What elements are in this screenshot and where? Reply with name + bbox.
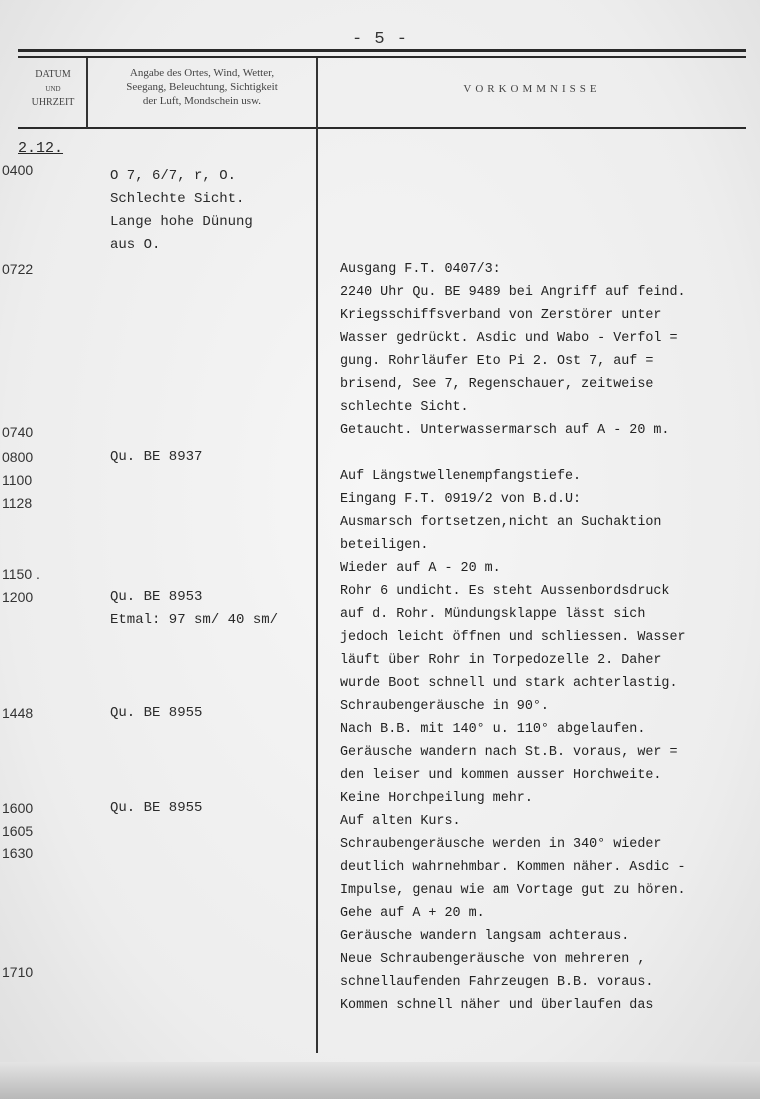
event-line <box>340 442 758 465</box>
log-time: 1600 <box>2 800 34 816</box>
page-bottom-shadow <box>0 1062 760 1099</box>
event-line: Geräusche wandern langsam achteraus. <box>340 929 630 944</box>
column-header-datum: DATUM und UHRZEIT <box>31 69 75 108</box>
event-line: jedoch leicht öffnen und schliessen. Wasser <box>340 630 686 645</box>
event-line: Auf alten Kurs. <box>340 814 461 829</box>
log-time: 0740 <box>2 424 34 440</box>
location-entry <box>110 797 310 820</box>
event-line: Kommen schnell näher und überlaufen das <box>340 998 654 1013</box>
event-line: Nach B.B. mit 140° u. 110° abgelaufen. <box>340 722 646 737</box>
location-line: Etmal: 97 sm/ 40 sm/ <box>110 612 279 628</box>
log-time: 1605 <box>2 823 34 839</box>
event-line: wurde Boot schnell und stark achterlastig. <box>340 676 678 691</box>
event-line: Gehe auf A + 20 m. <box>340 906 485 921</box>
log-time: 1100 <box>2 472 33 488</box>
location-line: aus O. <box>110 237 161 253</box>
location-line: Lange hohe Dünung <box>110 214 253 230</box>
event-line: Impulse, genau wie am Vortage gut zu hören. <box>340 883 686 898</box>
location-entry <box>110 702 310 725</box>
event-line: den leiser und kommen ausser Horchweite. <box>340 768 662 783</box>
event-line: Schraubengeräusche in 90°. <box>340 699 549 714</box>
event-line: schlechte Sicht. <box>340 400 469 415</box>
top-rule <box>18 49 746 52</box>
event-line: deutlich wahrnehmbar. Kommen näher. Asdic - <box>340 860 686 875</box>
location-line: Qu. BE 8955 <box>110 705 203 721</box>
location-line: Qu. BE 8937 <box>110 449 203 465</box>
location-entry <box>110 446 310 469</box>
log-time: 1710 <box>2 964 34 980</box>
event-line: brisend, See 7, Regenschauer, zeitweise <box>340 377 654 392</box>
event-line: Wasser gedrückt. Asdic und Wabo - Verfol = <box>340 331 678 346</box>
event-line: 2240 Uhr Qu. BE 9489 bei Angriff auf feind. <box>340 285 686 300</box>
column-divider-ort <box>316 58 318 1053</box>
location-line: Qu. BE 8955 <box>110 800 203 816</box>
log-time: 0400 <box>2 162 34 178</box>
event-line: Kriegsschiffsverband von Zerstörer unter <box>340 308 662 323</box>
log-time: 0800 <box>2 449 34 465</box>
column-header-ort: Angabe des Ortes, Wind, Wetter, Seegang, Beleuchtung, Sichtigkeit der Luft, Mondschein usw. <box>126 67 278 107</box>
event-line: Schraubengeräusche werden in 340° wieder <box>340 837 662 852</box>
location-line: Qu. BE 8953 <box>110 589 203 605</box>
location-line: O 7, 6/7, r, O. <box>110 168 237 184</box>
top-rule-secondary <box>18 56 746 58</box>
column-header-vorkommnisse: VORKOMMNISSE <box>463 83 601 95</box>
column-divider-datum <box>86 58 88 128</box>
log-time: 1448 <box>2 705 34 721</box>
event-line: Auf Längstwellenempfangstiefe. <box>340 469 582 484</box>
event-line: Wieder auf A - 20 m. <box>340 561 501 576</box>
date-marker: 2.12. <box>18 140 64 157</box>
event-line: Neue Schraubengeräusche von mehreren , <box>340 952 646 967</box>
location-line: Schlechte Sicht. <box>110 191 245 207</box>
event-line: Geräusche wandern nach St.B. voraus, wer = <box>340 745 678 760</box>
location-entry <box>110 165 310 257</box>
log-time: 1128 <box>2 495 33 511</box>
log-time: 1200 <box>2 589 34 605</box>
event-line: läuft über Rohr in Torpedozelle 2. Daher <box>340 653 662 668</box>
event-line: beteiligen. <box>340 538 429 553</box>
event-line: Ausmarsch fortsetzen,nicht an Suchaktion <box>340 515 662 530</box>
events-column <box>340 258 758 1017</box>
event-line: Eingang F.T. 0919/2 von B.d.U: <box>340 492 582 507</box>
event-line: Ausgang F.T. 0407/3: <box>340 262 501 277</box>
log-time: 1150 . <box>2 566 40 582</box>
log-time: 0722 <box>2 261 34 277</box>
event-line: Rohr 6 undicht. Es steht Aussenbordsdruck <box>340 584 670 599</box>
page-number: - 5 - <box>351 30 408 49</box>
event-line: Keine Horchpeilung mehr. <box>340 791 533 806</box>
header-bottom-rule <box>18 127 746 129</box>
log-time: 1630 <box>2 845 34 861</box>
event-line: auf d. Rohr. Mündungsklappe lässt sich <box>340 607 646 622</box>
location-entry <box>110 586 310 632</box>
event-line: schnellaufenden Fahrzeugen B.B. voraus. <box>340 975 654 990</box>
event-line: Getaucht. Unterwassermarsch auf A - 20 m. <box>340 423 670 438</box>
event-line: gung. Rohrläufer Eto Pi 2. Ost 7, auf = <box>340 354 654 369</box>
